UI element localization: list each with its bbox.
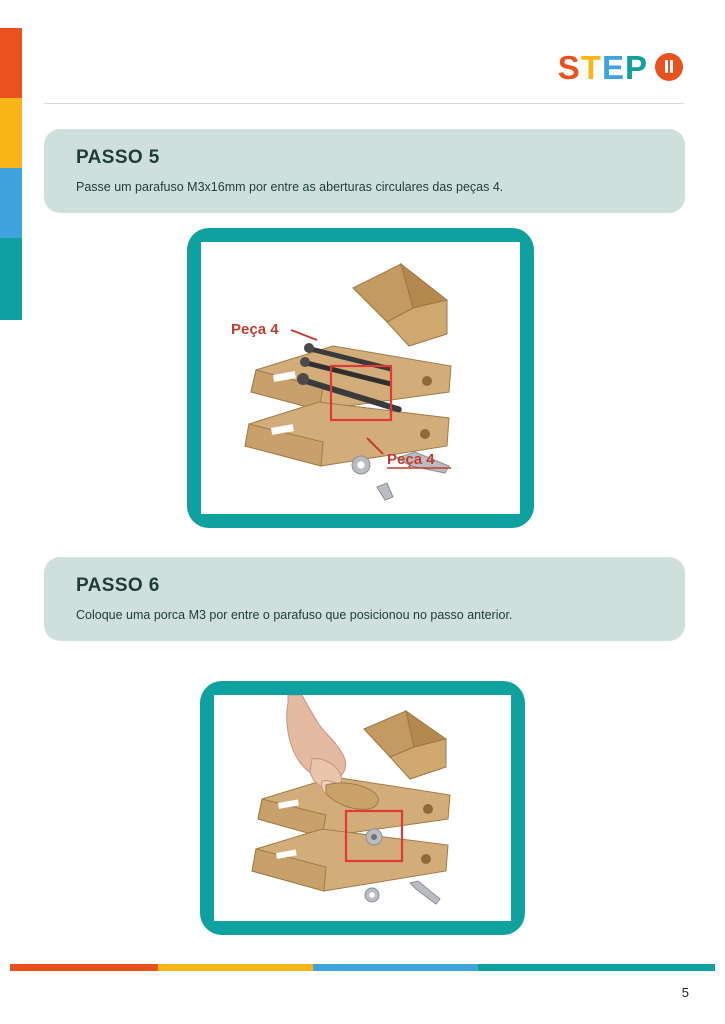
step-5-illustration <box>201 242 520 514</box>
footer-segment-teal <box>478 964 715 971</box>
step-5-photo <box>201 242 520 514</box>
step-6-illustration <box>214 695 511 921</box>
brand-logo <box>558 46 683 88</box>
step-5-title: PASSO 5 <box>76 147 160 168</box>
step-card-5 <box>44 129 685 213</box>
pause-bar-right <box>670 60 673 73</box>
stripe-segment-yellow <box>0 98 22 168</box>
pause-icon <box>655 53 683 81</box>
logo-letter-s: S <box>557 48 581 86</box>
footer-color-bar <box>10 964 715 971</box>
step-card-6 <box>44 557 685 641</box>
label-peca-4-top: Peça 4 <box>231 321 279 338</box>
step-5-image-panel <box>187 228 534 528</box>
footer-segment-yellow <box>158 964 313 971</box>
pause-bar-left <box>665 60 668 73</box>
logo-letter-e: E <box>601 48 625 86</box>
step-6-image-panel <box>200 681 525 935</box>
logo-wordmark <box>557 48 648 86</box>
label-peca-4-bottom: Peça 4 <box>387 451 435 468</box>
step-5-description: Passe um parafuso M3x16mm por entre as aberturas circulares das peças 4. <box>76 180 504 194</box>
step-6-title: PASSO 6 <box>76 575 160 596</box>
logo-letter-p: P <box>624 48 648 86</box>
logo-letter-t: T <box>580 48 602 86</box>
footer-segment-blue <box>313 964 478 971</box>
left-color-stripe <box>0 28 22 320</box>
header-divider <box>44 103 684 104</box>
footer-segment-orange <box>10 964 158 971</box>
stripe-segment-teal <box>0 238 22 320</box>
page-number: 5 <box>681 985 689 1000</box>
stripe-segment-orange <box>0 28 22 98</box>
step-6-description: Coloque uma porca M3 por entre o parafuso que posicionou no passo anterior. <box>76 608 513 622</box>
step-6-photo <box>214 695 511 921</box>
stripe-segment-blue <box>0 168 22 238</box>
